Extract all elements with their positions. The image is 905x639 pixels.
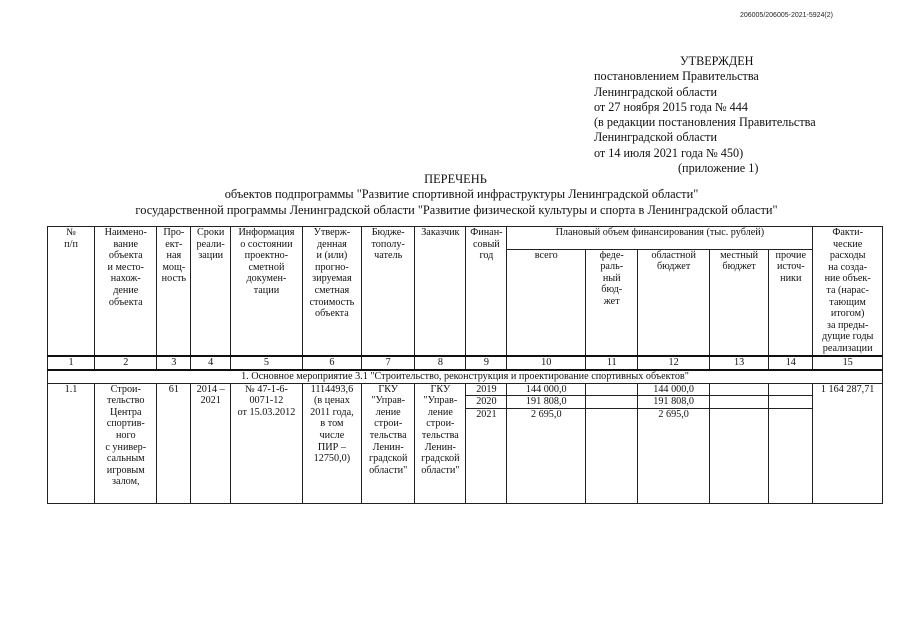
cell-line: объекта — [315, 308, 349, 320]
cell-line: чатель — [374, 250, 403, 262]
row-actual: 1 164 287,71 — [813, 383, 883, 503]
finance-regional: 191 808,0 — [638, 396, 710, 409]
cell-line: итогом) — [830, 308, 865, 320]
cell-line: жет — [603, 295, 620, 307]
header-name — [95, 227, 157, 356]
finance-other — [769, 408, 813, 503]
cell-line: сметной — [248, 261, 285, 273]
approval-line: постановлением Правительства — [594, 69, 759, 84]
cell-line: тации — [253, 284, 280, 296]
column-number: 9 — [466, 356, 507, 370]
approval-line: от 14 июля 2021 года № 450) — [594, 145, 744, 160]
cell-line: ние объек- — [824, 273, 871, 285]
cell-line: зируемая — [312, 273, 352, 285]
cell-line: строи- — [426, 418, 455, 430]
cell-line: ект- — [165, 238, 183, 250]
document-id: 206005/206005-2021-5924(2) — [739, 12, 833, 19]
cell-line: с универ- — [105, 441, 147, 453]
column-number: 4 — [191, 356, 231, 370]
column-number: 11 — [586, 356, 638, 370]
column-number: 3 — [157, 356, 191, 370]
finance-federal — [586, 408, 638, 503]
cell-line: ный — [602, 272, 621, 284]
cell-line: Строи- — [110, 383, 141, 395]
cell-line: ного — [115, 429, 136, 441]
cell-line: раль- — [600, 261, 624, 273]
cell-line: сметная — [314, 284, 350, 296]
cell-line: Сроки — [196, 227, 225, 238]
cell-line: Заказчик — [421, 227, 460, 238]
cell-line: прочие — [775, 249, 807, 261]
row-customer — [415, 383, 466, 503]
cell-line: источ- — [776, 261, 805, 273]
cell-line: Ленин- — [424, 441, 456, 453]
cell-line: строи- — [374, 418, 403, 430]
section-title: 1. Основное мероприятие 3.1 "Строительство, реконструкция и проектирование спортивных объектов" — [48, 370, 883, 384]
cell-line: Бюдже- — [371, 227, 405, 238]
approval-block — [594, 54, 816, 176]
heading-line-2: государственной программы Ленинградской области "Развитие физической культуры и спорта в Ленинградской области" — [135, 202, 778, 217]
cell-line: "Управ- — [423, 395, 458, 407]
column-number: 10 — [507, 356, 586, 370]
row-cost — [302, 383, 361, 503]
cell-line: ная — [166, 250, 182, 262]
cell-line: докумен- — [246, 273, 287, 285]
cell-line: объекта — [108, 250, 143, 262]
cell-line: тельства — [421, 429, 459, 441]
cell-line: 12750,0) — [313, 453, 351, 465]
cell-line: от 15.03.2012 — [237, 406, 296, 418]
finance-year: 2021 — [466, 408, 507, 503]
column-number: 15 — [813, 356, 883, 370]
column-number: 1 — [48, 356, 95, 370]
cell-line: области" — [369, 464, 408, 476]
cell-line: числе — [319, 429, 345, 441]
cell-line: ческие — [832, 238, 863, 250]
row-num: 1.1 — [48, 383, 95, 503]
header-total — [507, 249, 586, 355]
cell-line: дение — [113, 284, 139, 296]
header-regional — [638, 249, 710, 355]
cell-line: бюд- — [601, 284, 623, 296]
cell-line: Ленин- — [372, 441, 404, 453]
cell-line: ность — [161, 273, 187, 285]
cell-line: ление — [427, 406, 453, 418]
approval-line: (в редакции постановления Правительства — [594, 115, 816, 130]
header-row — [48, 227, 883, 250]
cell-line: о состоянии — [240, 238, 293, 250]
cell-line: п/п — [64, 238, 78, 250]
section-row — [48, 370, 883, 384]
cell-line: дущие годы — [821, 331, 874, 343]
column-number: 5 — [231, 356, 303, 370]
approval-line: от 27 ноября 2015 года № 444 — [594, 99, 748, 114]
column-number: 14 — [769, 356, 813, 370]
cell-line: тополу- — [371, 238, 405, 250]
cell-line: областной — [651, 249, 696, 261]
header-cost — [302, 227, 361, 356]
finance-year: 2020 — [466, 396, 507, 409]
approval-line: Ленинградской области — [594, 84, 717, 99]
cell-line: Про- — [163, 227, 185, 238]
document-heading — [0, 172, 905, 218]
cell-line: тельство — [107, 395, 145, 407]
cell-line: вание — [113, 238, 139, 250]
cell-line: Информация — [238, 227, 295, 238]
cell-line: год — [479, 250, 494, 262]
row-capacity: 61 — [157, 383, 191, 503]
cell-line: проектно- — [244, 250, 289, 262]
cell-line: "Управ- — [371, 395, 406, 407]
cell-line: нахож- — [110, 273, 141, 285]
cell-line: ление — [375, 406, 401, 418]
header-capacity — [157, 227, 191, 356]
cell-line: 2011 года, — [310, 406, 354, 418]
header-actual — [813, 227, 883, 356]
cell-line: области" — [421, 464, 460, 476]
cell-line: зации — [198, 250, 224, 262]
header-year — [466, 227, 507, 356]
finance-total: 144 000,0 — [507, 383, 586, 396]
cell-line: тающим — [829, 296, 866, 308]
header-local — [709, 249, 768, 355]
row-docs — [231, 383, 303, 503]
header-planned: Плановый объем финансирования (тыс. рублей) — [507, 227, 813, 250]
cell-line: № — [66, 227, 76, 238]
column-number: 6 — [302, 356, 361, 370]
cell-line: Финан- — [470, 227, 503, 238]
cell-line: на созда- — [828, 261, 868, 273]
objects-table — [47, 226, 883, 504]
cell-line: 2014 – — [196, 383, 225, 395]
cell-line: спортив- — [106, 418, 145, 430]
cell-line: местный — [720, 249, 759, 261]
finance-federal — [586, 396, 638, 409]
header-federal — [586, 249, 638, 355]
column-numbers-row — [48, 356, 883, 370]
cell-line: ГКУ — [378, 383, 399, 395]
cell-line: Утверж- — [313, 227, 351, 238]
column-number: 12 — [638, 356, 710, 370]
cell-line: сальным — [106, 453, 145, 465]
cell-line: реали- — [196, 238, 225, 250]
cell-line: (в ценах — [314, 395, 350, 407]
cell-line: залом, — [111, 476, 140, 488]
cell-line: стоимость — [309, 296, 355, 308]
header-recipient — [362, 227, 415, 356]
cell-line: та (нарас- — [826, 284, 869, 296]
finance-local — [709, 383, 768, 396]
column-number: 13 — [709, 356, 768, 370]
cell-line: всего — [534, 249, 558, 261]
header-customer — [415, 227, 466, 356]
cell-line: градской — [368, 453, 408, 465]
cell-line: тельства — [369, 429, 407, 441]
cell-line: 1114493,6 — [310, 383, 354, 395]
table-row — [48, 383, 883, 396]
cell-line: феде- — [599, 249, 624, 261]
heading-title: ПЕРЕЧЕНЬ — [424, 172, 487, 186]
cell-line: ники — [780, 272, 802, 284]
row-name — [95, 383, 157, 503]
finance-regional: 144 000,0 — [638, 383, 710, 396]
finance-year: 2019 — [466, 383, 507, 396]
cell-line: расходы — [829, 250, 866, 262]
cell-line: и (или) — [316, 250, 348, 262]
cell-line: в том — [320, 418, 344, 430]
header-period — [191, 227, 231, 356]
cell-line: ПИР – — [317, 441, 346, 453]
approval-title: УТВЕРЖДЕН — [680, 54, 754, 68]
cell-line: бюджет — [722, 261, 756, 273]
cell-line: 0071-12 — [249, 395, 284, 407]
finance-other — [769, 383, 813, 396]
approval-line: Ленинградской области — [594, 130, 717, 145]
finance-total: 2 695,0 — [507, 408, 586, 503]
cell-line: Наимено- — [104, 227, 147, 238]
column-number: 7 — [362, 356, 415, 370]
cell-line: градской — [421, 453, 460, 465]
finance-total: 191 808,0 — [507, 396, 586, 409]
column-number: 8 — [415, 356, 466, 370]
cell-line: прогно- — [315, 261, 349, 273]
cell-line: 2021 — [200, 395, 221, 407]
row-period — [191, 383, 231, 503]
finance-local — [709, 396, 768, 409]
finance-federal — [586, 383, 638, 396]
header-docs — [231, 227, 303, 356]
cell-line: за преды- — [826, 319, 869, 331]
cell-line: денная — [316, 238, 347, 250]
approval-appendix: (приложение 1) — [678, 161, 759, 176]
cell-line: игровым — [106, 464, 145, 476]
cell-line: совый — [473, 238, 500, 250]
cell-line: объекта — [108, 296, 143, 308]
cell-line: мощ- — [162, 261, 186, 273]
header-other — [769, 249, 813, 355]
cell-line: Факти- — [832, 227, 863, 238]
column-number: 2 — [95, 356, 157, 370]
cell-line: № 47-1-6- — [245, 383, 288, 395]
cell-line: ГКУ — [430, 383, 451, 395]
heading-line-1: объектов подпрограммы "Развитие спортивной инфраструктуры Ленинградской области" — [224, 187, 699, 202]
cell-line: бюджет — [656, 261, 691, 273]
header-num — [48, 227, 95, 356]
finance-regional: 2 695,0 — [638, 408, 710, 503]
cell-line: реализации — [822, 342, 873, 354]
row-recipient — [362, 383, 415, 503]
finance-other — [769, 396, 813, 409]
finance-local — [709, 408, 768, 503]
cell-line: и место- — [107, 261, 145, 273]
cell-line: Центра — [110, 406, 142, 418]
